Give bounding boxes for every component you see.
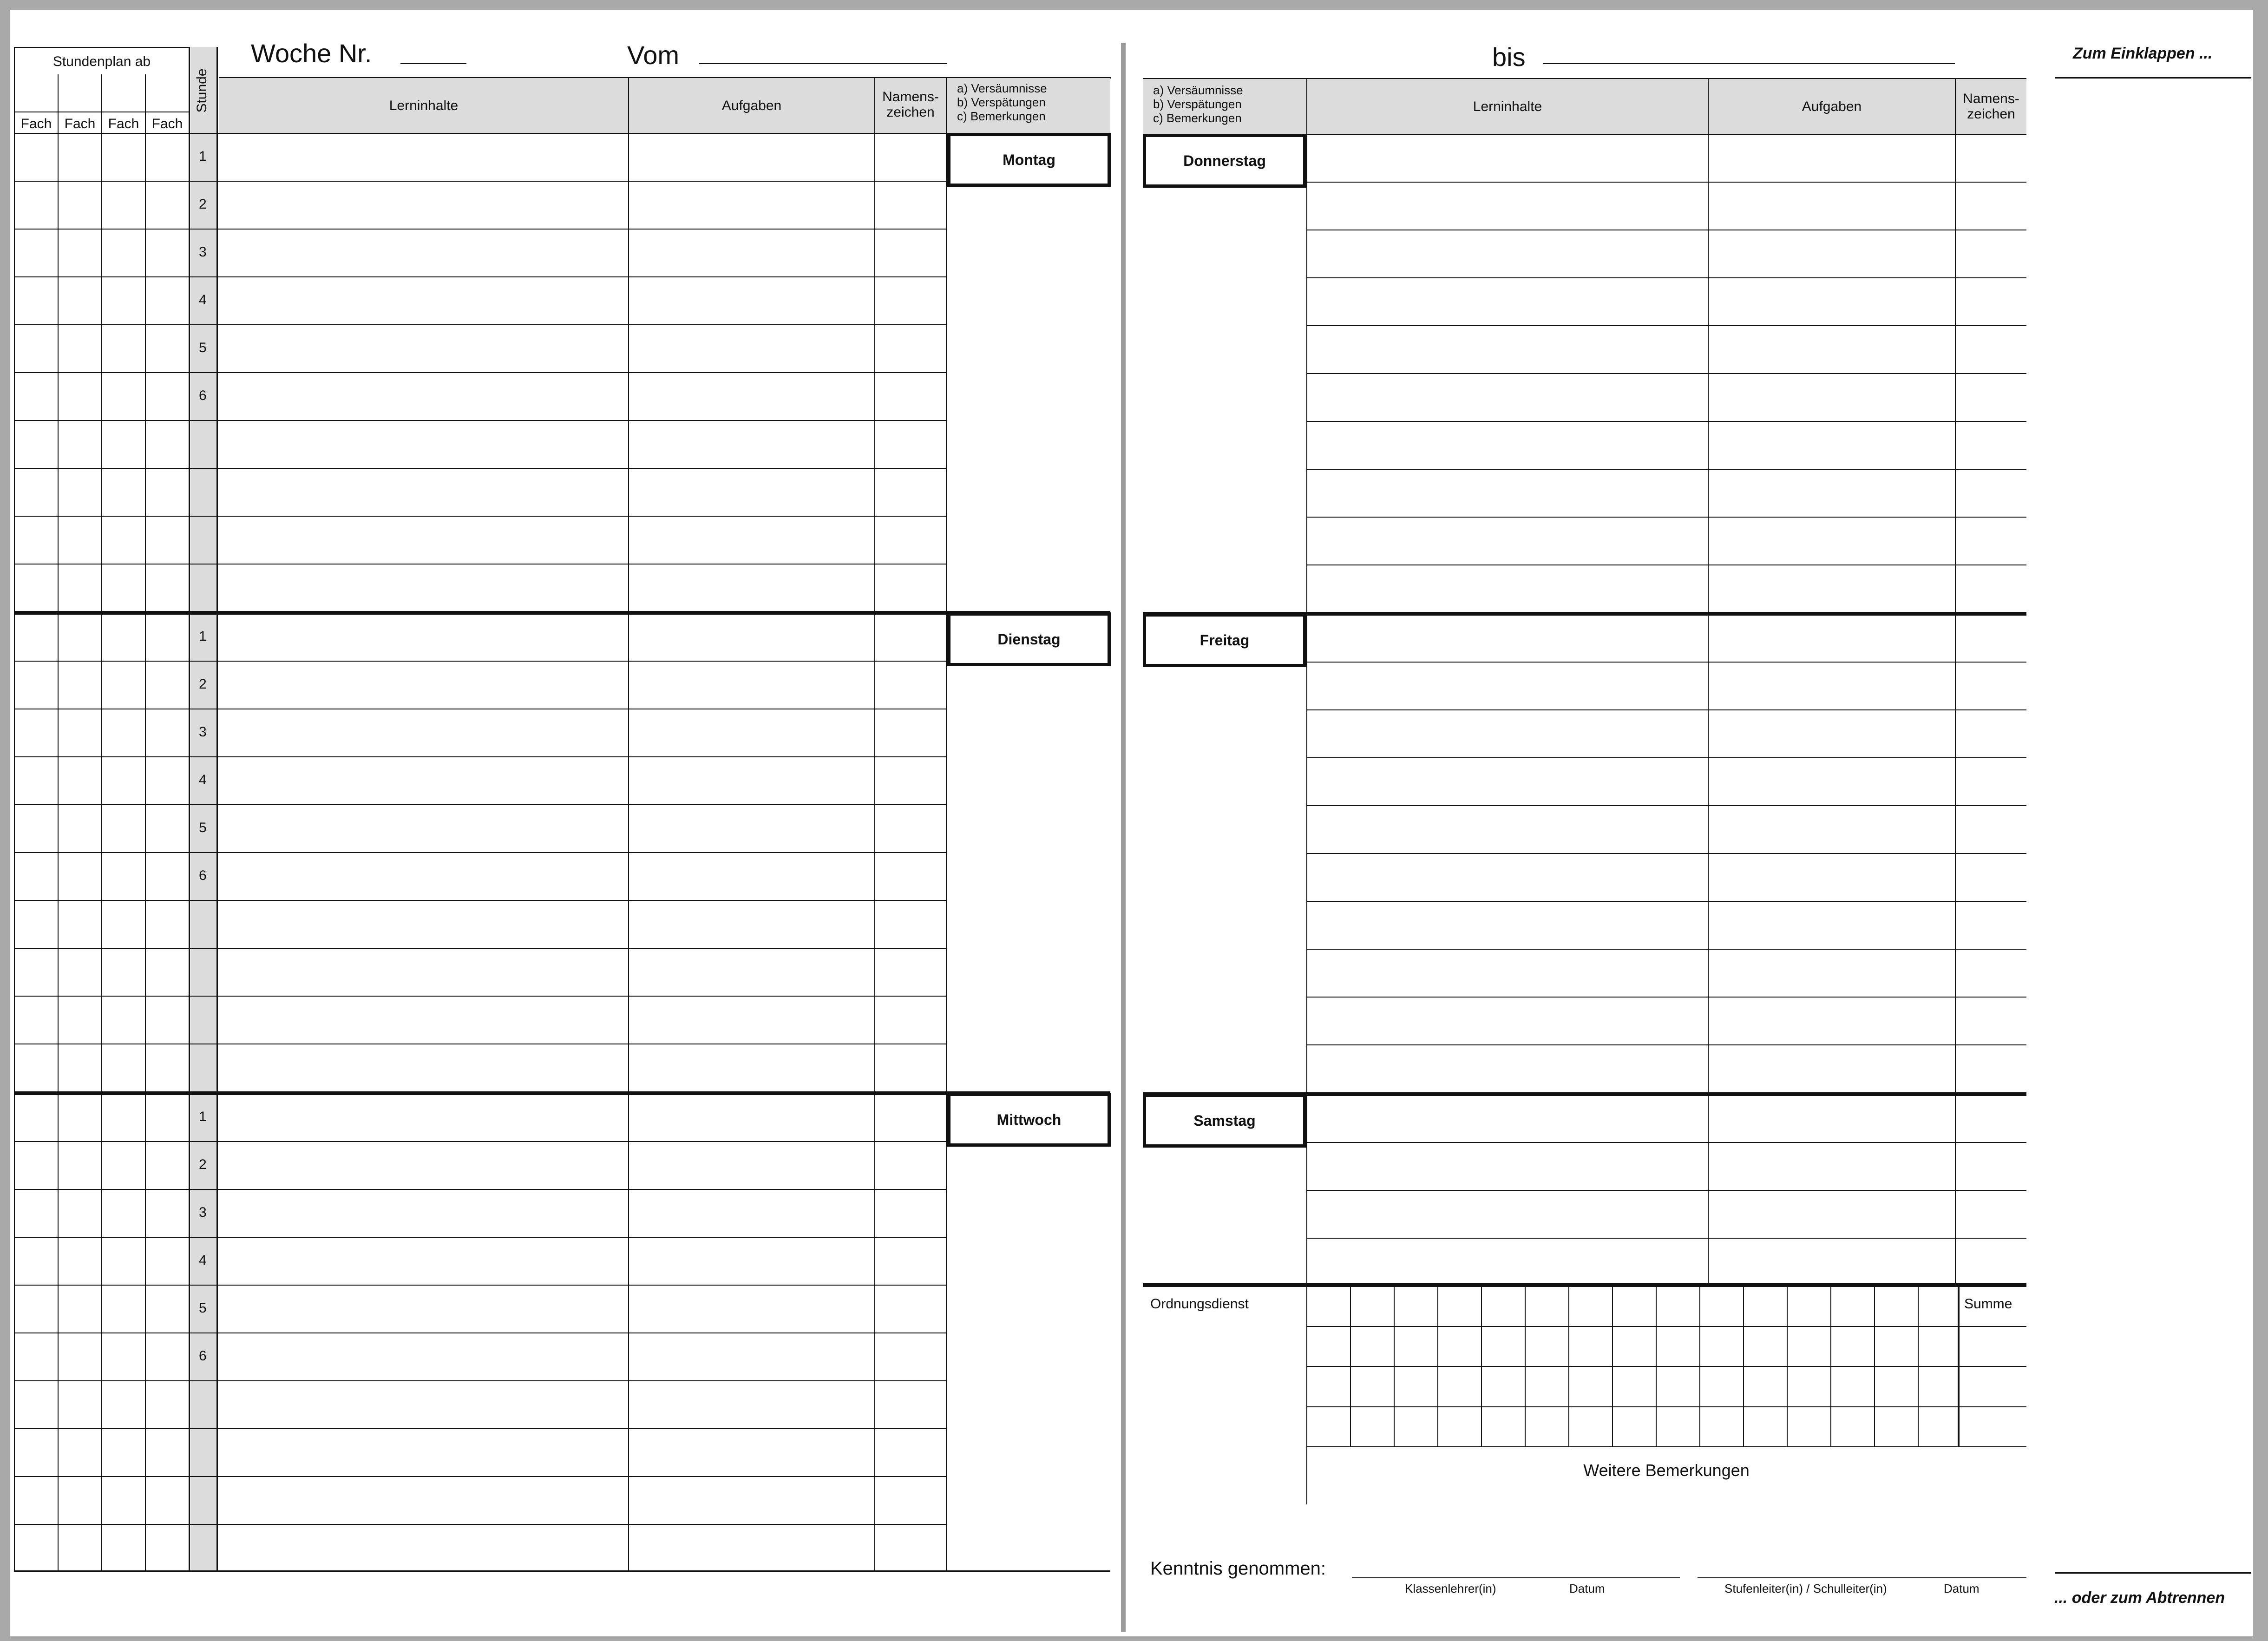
lesson-number: 5 — [199, 340, 207, 355]
fold-top-rule — [2055, 77, 2251, 79]
timetable-top-rule — [14, 47, 190, 48]
lesson-number: 3 — [199, 244, 207, 260]
timetable-title: Stundenplan ab — [52, 53, 151, 69]
fach-header-2: Fach — [64, 116, 96, 131]
namenszeichen-line-2: zeichen — [886, 105, 935, 120]
detach-rule — [2055, 1572, 2251, 1574]
lesson-number: 5 — [199, 820, 207, 835]
day-separator-mittwoch — [14, 1091, 1110, 1095]
fold-label: Zum Einklappen ... — [2073, 45, 2213, 62]
legend-bemerkungen: c) Bemerkungen — [1153, 111, 1242, 125]
stunde-column-border — [216, 47, 218, 1571]
to-date-label: bis — [1492, 42, 1526, 72]
fach-header-4: Fach — [151, 116, 183, 131]
legend-versaeumnisse: a) Versäumnisse — [957, 81, 1047, 95]
lesson-number: 6 — [199, 868, 207, 883]
stunde-column-band — [190, 47, 217, 1571]
right-lerninhalte-col-border — [1708, 79, 1709, 1287]
day-label-dienstag: Dienstag — [947, 612, 1111, 666]
day-separator-dienstag — [14, 611, 1110, 615]
datum-caption-2: Datum — [1944, 1582, 1980, 1595]
from-date-input-line[interactable] — [699, 63, 947, 64]
lesson-number: 4 — [199, 1253, 207, 1268]
week-number-label: Woche Nr. — [251, 39, 372, 68]
lesson-number: 2 — [199, 676, 207, 692]
legend-left — [957, 82, 1047, 124]
legend-versaeumnisse: a) Versäumnisse — [1153, 83, 1243, 97]
aufgaben-col-border — [874, 78, 875, 1571]
day-label-samstag: Samstag — [1143, 1094, 1306, 1148]
lesson-number: 2 — [199, 197, 207, 212]
lesson-number: 1 — [199, 1109, 207, 1124]
fach-col-border-2 — [101, 74, 102, 1571]
lesson-number: 1 — [199, 149, 207, 164]
aufgaben-header-right: Aufgaben — [1802, 98, 1862, 114]
day-label-freitag: Freitag — [1143, 613, 1306, 667]
timetable-right-border — [189, 47, 190, 1571]
table-bottom-rule-left — [14, 1570, 1110, 1572]
lesson-number: 3 — [199, 1205, 207, 1220]
lesson-number: 4 — [199, 292, 207, 308]
day-label-mittwoch: Mittwoch — [947, 1093, 1111, 1147]
namenszeichen-header-right — [1956, 91, 2026, 122]
lesson-number: 1 — [199, 629, 207, 644]
fach-col-border-0 — [14, 47, 15, 1571]
fach-col-border-3 — [145, 74, 146, 1571]
center-fold-line — [1121, 43, 1126, 1632]
detach-label: ... oder zum Abtrennen — [2054, 1589, 2225, 1607]
stufenleiter-signature-line[interactable] — [1698, 1577, 2026, 1578]
lesson-number: 6 — [199, 1348, 207, 1364]
klassenlehrer-caption: Klassenlehrer(in) — [1405, 1582, 1496, 1595]
fach-header-3: Fach — [108, 116, 139, 131]
namenszeichen-line-1: Namens- — [882, 89, 939, 105]
klassenlehrer-signature-line[interactable] — [1352, 1577, 1680, 1578]
datum-caption-1: Datum — [1569, 1582, 1605, 1595]
day-label-donnerstag: Donnerstag — [1143, 134, 1306, 188]
day-label-montag: Montag — [947, 133, 1111, 187]
legend-verspaetungen: b) Verspätungen — [957, 95, 1046, 109]
fach-header-1: Fach — [20, 116, 52, 131]
to-date-input-line[interactable] — [1543, 63, 1955, 64]
right-aufgaben-col-border — [1955, 79, 1956, 1287]
from-date-label: Vom — [627, 40, 680, 70]
kenntnis-label: Kenntnis genommen: — [1150, 1558, 1326, 1579]
lerninhalte-header-right: Lerninhalte — [1473, 98, 1542, 114]
namenszeichen-col-border — [946, 78, 947, 1571]
right-lerninhalte-left-border — [1306, 79, 1307, 1287]
namenszeichen-line-1: Namens- — [1963, 91, 2019, 106]
weitere-bemerkungen-label: Weitere Bemerkungen — [1583, 1461, 1750, 1480]
fach-col-border-1 — [58, 74, 59, 1571]
stufenleiter-caption: Stufenleiter(in) / Schulleiter(in) — [1724, 1582, 1887, 1595]
week-number-input-line[interactable] — [400, 63, 466, 64]
lesson-number: 3 — [199, 724, 207, 740]
legend-right — [1153, 84, 1243, 125]
lerninhalte-header-left: Lerninhalte — [389, 98, 459, 113]
namenszeichen-header-left — [875, 89, 946, 120]
lesson-number: 5 — [199, 1300, 207, 1316]
lesson-number: 4 — [199, 772, 207, 788]
legend-bemerkungen: c) Bemerkungen — [957, 109, 1046, 123]
ordnungsdienst-label: Ordnungsdienst — [1150, 1296, 1249, 1312]
legend-verspaetungen: b) Verspätungen — [1153, 97, 1242, 111]
stunde-header: Stunde — [194, 68, 210, 113]
ordnungsdienst-top-rule — [1143, 1283, 2026, 1287]
aufgaben-header-left: Aufgaben — [721, 98, 782, 113]
summe-label: Summe — [1964, 1296, 2012, 1312]
lesson-number: 6 — [199, 388, 207, 403]
namenszeichen-line-2: zeichen — [1967, 106, 2015, 122]
lerninhalte-col-border — [628, 78, 629, 1571]
lesson-number: 2 — [199, 1157, 207, 1172]
